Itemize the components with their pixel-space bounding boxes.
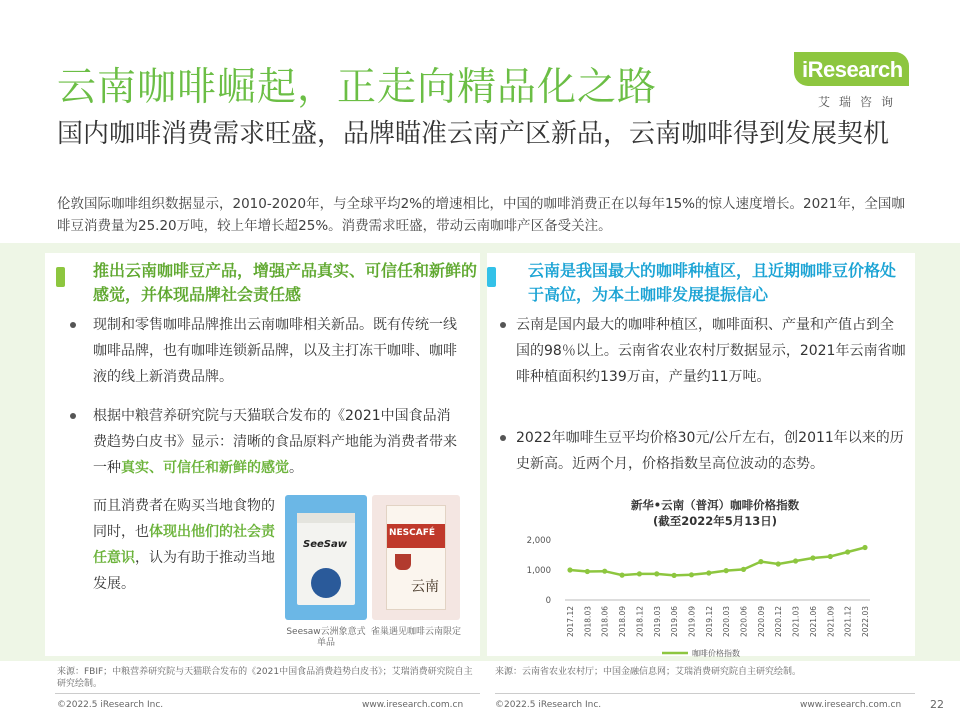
footer-copyright-right: ©2022.5 iResearch Inc. <box>495 700 602 710</box>
y-tick-label: 1,000 <box>526 566 551 576</box>
data-point <box>793 558 798 563</box>
coffee-bag <box>297 513 355 605</box>
bullet-dot <box>500 435 506 441</box>
iresearch-logo <box>794 52 914 112</box>
data-point <box>741 567 746 572</box>
right-bullet-2: 2022年咖啡生豆平均价格30元/公斤左右，创2011年以来的历史新高。近两个月，价格指数呈高位波动的态势。 <box>516 430 904 472</box>
y-tick-label: 2,000 <box>526 536 551 546</box>
x-tick-label: 2019.09 <box>687 606 697 638</box>
data-point <box>567 567 572 572</box>
series-line <box>570 548 865 576</box>
left-paragraph-highlight: 体现出他们的社会责任意识 <box>93 524 275 566</box>
data-point <box>689 572 694 577</box>
data-point <box>758 559 763 564</box>
x-tick-label: 2018.06 <box>600 606 610 638</box>
y-tick-label: 0 <box>545 596 551 606</box>
left-paragraph <box>93 493 281 597</box>
data-point <box>585 569 590 574</box>
bag-emblem <box>311 568 341 598</box>
logo-subtitle: 艾瑞咨询 <box>818 95 903 109</box>
seesaw-product-image <box>285 495 367 620</box>
left-heading-marker <box>56 267 65 287</box>
x-tick-label: 2020.06 <box>739 606 749 638</box>
right-heading: 云南是我国最大的咖啡种植区，且近期咖啡豆价格处于高位，为本土咖啡发展提振信心 <box>528 261 897 304</box>
logo-brand: iResearch <box>802 57 903 82</box>
left-bullet-2-end: 。 <box>289 460 303 476</box>
x-tick-label: 2021.06 <box>808 606 818 638</box>
bullet-dot <box>70 413 76 419</box>
footer-url-right[interactable]: www.iresearch.com.cn <box>800 700 902 710</box>
right-heading-marker <box>487 267 496 287</box>
data-point <box>637 571 642 576</box>
page-title: 云南咖啡崛起，正走向精品化之路 <box>57 65 658 110</box>
x-tick-label: 2020.09 <box>756 606 766 638</box>
x-tick-label: 2020.03 <box>722 606 732 638</box>
data-point <box>706 570 711 575</box>
x-tick-label: 2019.06 <box>670 606 680 638</box>
price-index-chart <box>520 497 895 660</box>
x-tick-label: 2021.03 <box>791 606 801 638</box>
box-wordmark: 云南 <box>411 579 439 595</box>
data-point <box>845 549 850 554</box>
footer-rule-right <box>495 693 915 694</box>
left-paragraph-text: 而且消费者在购买当地食物的同时，也 <box>93 498 275 540</box>
x-tick-label: 2020.12 <box>774 606 784 638</box>
x-tick-label: 2019.12 <box>704 606 714 638</box>
legend-label: 咖啡价格指数 <box>692 649 740 658</box>
left-paragraph-end: ，认为有助于推动当地发展。 <box>93 550 275 592</box>
data-point <box>619 573 624 578</box>
left-bullet-2-highlight: 真实、可信任和新鲜的感觉 <box>121 460 289 476</box>
data-point <box>654 571 659 576</box>
x-tick-label: 2019.03 <box>652 606 662 638</box>
x-tick-label: 2021.09 <box>826 606 836 638</box>
chart-title-sub: (截至2022年5月13日) <box>652 514 778 528</box>
x-tick-label: 2022.03 <box>861 606 870 638</box>
source-left: 来源：FBIF；中粮营养研究院与天猫联合发布的《2021中国食品消费趋势白皮书》；艾瑞消费研究院自主研究绘制。 <box>57 667 473 689</box>
left-bullet-1: 现制和零售咖啡品牌推出云南咖啡相关新品。既有传统一线咖啡品牌，也有咖啡连锁新品牌，以及主打冻干咖啡、咖啡液的线上新消费品牌。 <box>93 317 457 385</box>
x-tick-label: 2018.09 <box>618 606 628 638</box>
x-tick-label: 2017.12 <box>566 606 575 638</box>
footer-copyright-left: ©2022.5 iResearch Inc. <box>57 700 164 710</box>
image-caption-2: 雀巢遇见咖啡云南限定 <box>370 627 461 637</box>
x-tick-label: 2018.03 <box>583 606 593 638</box>
bullet-dot <box>500 322 506 328</box>
nescafe-product-image <box>372 495 460 620</box>
intro-paragraph: 伦敦国际咖啡组织数据显示，2010-2020年，与全球平均2%的增速相比，中国的咖啡消费正在以每年15%的惊人速度增长。2021年，全国咖啡豆消费量为25.20万吨，较上年增长超25%。消费需求旺盛，带动云南咖啡产区备受关注。 <box>57 196 905 234</box>
bullet-dot <box>70 322 76 328</box>
x-tick-label: 2021.12 <box>843 606 853 638</box>
x-tick-label: 2018.12 <box>635 606 645 638</box>
coffee-cup-icon <box>395 554 411 570</box>
data-point <box>810 555 815 560</box>
page-number: 22 <box>930 698 944 711</box>
source-right: 来源：云南省农业农村厅；中国金融信息网；艾瑞消费研究院自主研究绘制。 <box>495 667 802 677</box>
left-bullet-2 <box>93 403 463 481</box>
data-point <box>776 561 781 566</box>
bag-logo: SeeSaw <box>303 539 347 550</box>
data-point <box>672 573 677 578</box>
chart-title-main: 新华•云南（普洱）咖啡价格指数 <box>630 498 800 512</box>
coffee-box <box>386 505 446 610</box>
left-bullet-2-text: 根据中粮营养研究院与天猫联合发布的《2021中国食品消费趋势白皮书》显示：清晰的食品原料产地能为消费者带来一种 <box>93 408 457 476</box>
data-point <box>828 554 833 559</box>
data-point <box>724 568 729 573</box>
image-caption-1: Seesaw云洲象意式单品 <box>286 627 366 648</box>
footer-rule-left <box>55 693 480 694</box>
chart-svg <box>520 497 895 660</box>
box-brand: NESCAFÉ <box>389 528 436 538</box>
left-heading: 推出云南咖啡豆产品，增强产品真实、可信任和新鲜的感觉，并体现品牌社会责任感 <box>93 261 478 304</box>
data-point <box>602 569 607 574</box>
footer-url-left[interactable]: www.iresearch.com.cn <box>362 700 464 710</box>
data-point <box>862 545 867 550</box>
page-subtitle: 国内咖啡消费需求旺盛，品牌瞄准云南产区新品，云南咖啡得到发展契机 <box>57 119 890 149</box>
right-bullet-1: 云南是国内最大的咖啡种植区，咖啡面积、产量和产值占到全国的98％以上。云南省农业农村厅数据显示，2021年云南省咖啡种植面积约139万亩，产量约11万吨。 <box>516 317 906 385</box>
